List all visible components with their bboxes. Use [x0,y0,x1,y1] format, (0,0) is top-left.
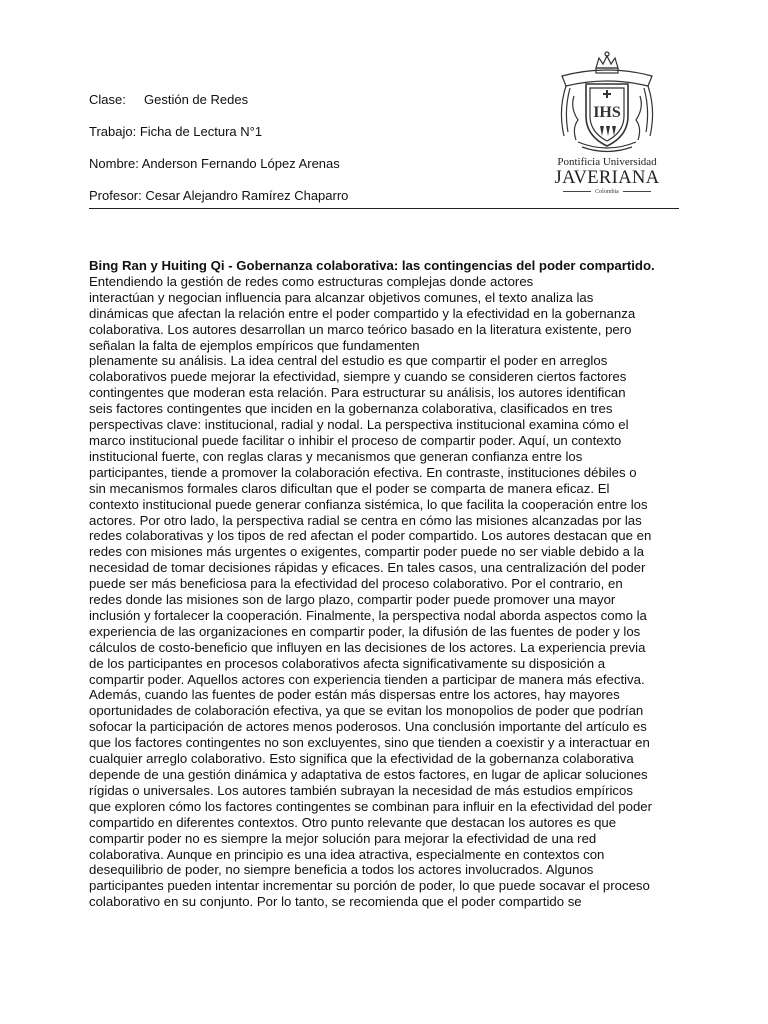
article-line: Además, cuando las fuentes de poder están más dispersas entre los actores, hay mayores [89,687,620,703]
article-line: perspectivas clave: institucional, radial y nodal. La perspectiva institucional examina cómo el [89,417,629,433]
logo-country-text: Colombia [595,189,619,195]
article-line: contingentes que moderan esta relación. Para estructurar su análisis, los autores identifican [89,385,626,401]
article-line: señalan la falta de ejemplos empíricos que fundamenten [89,337,420,353]
article-line: compartir poder no es siempre la mejor solución para mejorar la efectividad de una red [89,830,597,846]
document-header [89,92,348,204]
article-line: sofocar la participación de actores menos poderosos. Una conclusión importante del artículo es [89,719,647,735]
class-label: Clase: [89,92,126,107]
header-divider [89,208,679,209]
article-line: colaborativos puede mejorar la efectividad, siempre y cuando se consideren ciertos factores [89,369,627,385]
article-line: contexto institucional puede generar confianza sistémica, lo que facilita la cooperación entre los [89,496,648,512]
article-line: rígidas o universales. Los autores también subrayan la necesidad de más estudios empíricos [89,782,633,798]
article-title: Bing Ran y Huiting Qi - Gobernanza colaborativa: las contingencias del poder compartido. [89,258,655,273]
article-line: interactúan y negocian influencia para alcanzar objetivos comunes, el texto analiza las [89,289,594,305]
university-logo [552,50,662,198]
article-line: institucional fuerte, con reglas claras y mecanismos que generan confianza entre los [89,448,583,464]
article-line: participantes, tiende a promover la colaboración efectiva. En contraste, instituciones débiles o [89,464,637,480]
svg-text:IHS: IHS [593,104,621,121]
article-line: dinámicas que afectan la relación entre el poder compartido y la efectividad en la gobernanza [89,305,636,321]
article-line: actores. Por otro lado, la perspectiva radial se centra en cómo las misiones alcanzadas por las [89,512,642,528]
assignment-field: Trabajo: Ficha de Lectura N°1 [89,124,263,139]
logo-line-country [552,188,662,196]
article-line: depende de una gestión dinámica y adaptativa de estos factores, en lugar de aplicar soluciones [89,767,648,782]
article-line: colaborativa. Aunque en principio es una idea atractiva, especialmente en contextos con [89,846,605,862]
article-line: seis factores contingentes que inciden en la gobernanza colaborativa, clasificados en tres [89,401,613,417]
article-line: puede ser más beneficiosa para la efectividad del proceso colaborativo. Por el contrario, en [89,576,623,592]
article-line: redes donde las misiones son de largo plazo, compartir poder puede promover una mayor [89,592,616,608]
class-field [89,92,348,108]
javeriana-coat-of-arms-icon [552,50,662,154]
article-body [89,258,690,910]
article-line: plenamente su análisis. La idea central del estudio es que compartir el poder en arreglos [89,353,608,369]
professor-field: Profesor: Cesar Alejandro Ramírez Chaparro [89,188,349,203]
article-text [89,258,658,909]
student-name-field: Nombre: Anderson Fernando López Arenas [89,156,340,171]
article-line: que exploren cómo los factores contingentes se combinan para influir en la efectividad del poder [89,798,653,814]
logo-line-name: JAVERIANA [554,168,660,188]
article-paragraph [89,258,690,910]
article-line: compartir poder. Aquellos actores con experiencia tienden a participar de manera más efectiva. [89,671,645,687]
article-line: oportunidades de colaboración efectiva, ya que se evitan los monopolios de poder que podrían [89,703,644,719]
article-line: marco institucional puede facilitar o inhibir el proceso de compartir poder. Aquí, un contexto [89,432,622,448]
article-line: Entendiendo la gestión de redes como estructuras complejas donde actores [89,258,659,289]
article-line: colaborativa. Los autores desarrollan un marco teórico basado en la literatura existente, pero [89,321,632,337]
article-line: cálculos de costo-beneficio que influyen en las decisiones de los actores. La experiencia previa [89,639,646,655]
article-line: redes colaborativas y los tipos de red afectan el poder compartido. Los autores destacan que en [89,528,652,544]
article-line: necesidad de tomar decisiones rápidas y eficaces. En tales casos, una centralización del poder [89,560,646,576]
article-line: de los participantes en procesos colaborativos afecta significativamente su disposición a [89,655,606,671]
article-line: cualquier arreglo colaborativo. Esto significa que la efectividad de la gobernanza colaborativa [89,751,634,767]
article-line: colaborativo en su conjunto. Por lo tanto, se recomienda que el poder compartido se [89,894,582,910]
article-line: experiencia de las organizaciones en compartir poder, la difusión de las fuentes de poder y los [89,623,641,639]
article-line: que los factores contingentes no son excluyentes, sino que tienden a coexistir y a interactuar en [89,735,650,751]
logo-line-university: Pontificia Universidad [557,156,657,168]
article-line: sin mecanismos formales claros dificultan que el poder se comparta de manera eficaz. El [89,480,610,496]
class-value: Gestión de Redes [144,92,249,107]
article-line: compartido en diferentes contextos. Otro punto relevante que destacan los autores es que [89,814,617,830]
article-line: inclusión y fortalecer la cooperación. Finalmente, la perspectiva nodal aborda aspectos como la [89,607,647,623]
article-line: participantes pueden intentar incrementar su porción de poder, lo que puede socavar el proceso [89,878,650,894]
article-line: desequilibrio de poder, no siempre beneficia a todos los actores involucrados. Algunos [89,862,594,878]
article-line: redes con misiones más urgentes o exigentes, compartir poder puede no ser viable debido a la [89,544,644,560]
